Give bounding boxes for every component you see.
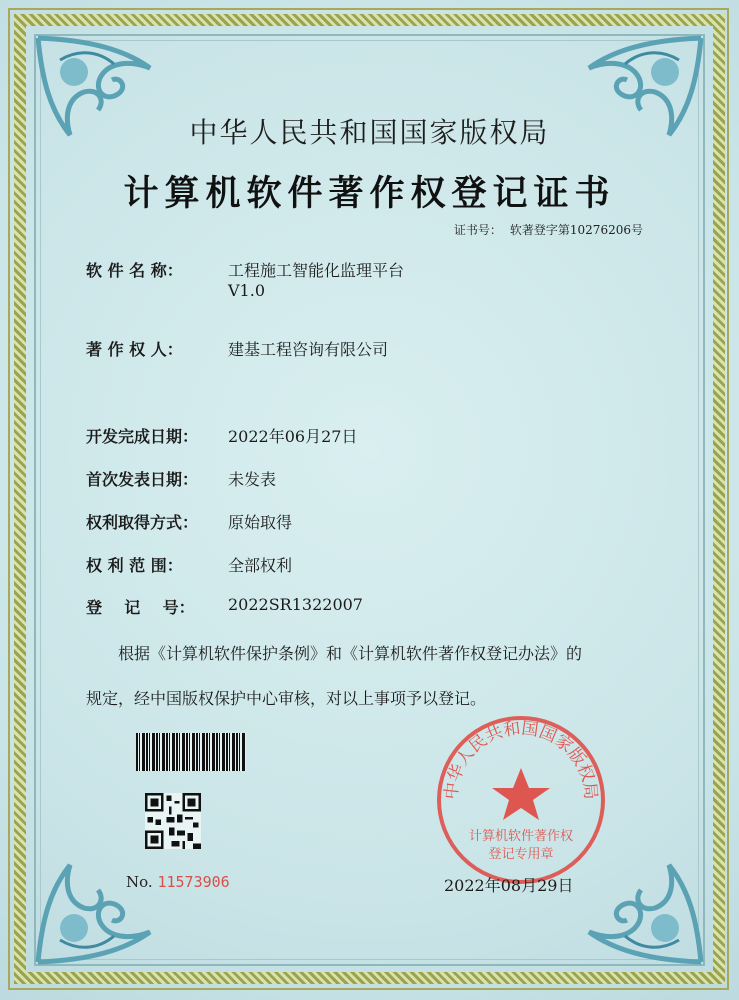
serial-value: 11573906 xyxy=(157,873,230,891)
registration-number-label: 登 记 号： xyxy=(86,598,195,617)
completion-date-label: 开发完成日期： xyxy=(86,427,199,446)
corner-ornament-bottom-left xyxy=(30,850,200,970)
issue-date: 2022年08月29日 xyxy=(444,876,574,895)
qr-code xyxy=(145,793,201,849)
field-acquisition-method xyxy=(86,510,292,533)
field-software-name xyxy=(86,258,404,300)
certificate-title: 计算机软件著作权登记证书 xyxy=(123,174,616,214)
field-completion-date xyxy=(86,424,357,447)
official-seal xyxy=(431,710,611,890)
software-name-label: 软 件 名 称： xyxy=(86,261,183,280)
acquisition-method-label: 权利取得方式： xyxy=(86,513,199,532)
publication-date-value: 未发表 xyxy=(228,470,277,489)
statement-line-2: 规定，经中国版权保护中心审核，对以上事项予以登记。 xyxy=(86,689,487,708)
serial-number xyxy=(126,873,230,891)
registration-number-value: 2022SR1322007 xyxy=(228,595,363,614)
seal-line-1: 计算机软件著作权 xyxy=(468,828,574,843)
rights-scope-label: 权 利 范 围： xyxy=(86,556,183,575)
field-registration-number xyxy=(86,595,363,618)
acquisition-method-value: 原始取得 xyxy=(228,513,293,532)
statement-line-1: 根据《计算机软件保护条例》和《计算机软件著作权登记办法》的 xyxy=(118,644,583,663)
software-name-value: 工程施工智能化监理平台 xyxy=(228,261,405,280)
software-version: V1.0 xyxy=(228,281,265,300)
field-copyright-owner xyxy=(86,337,388,360)
issuing-authority: 中华人民共和国国家版权局 xyxy=(189,116,550,149)
seal-ring-text: 中华人民共和国国家版权局 xyxy=(441,718,601,801)
owner-value: 建基工程咨询有限公司 xyxy=(228,340,389,359)
seal-line-2: 登记专用章 xyxy=(488,846,554,861)
certificate-number xyxy=(446,221,643,238)
barcode xyxy=(136,733,246,771)
certificate-number-value: 软著登字第10276206号 xyxy=(509,223,643,237)
owner-label: 著 作 权 人： xyxy=(86,340,183,359)
serial-prefix: No. xyxy=(126,873,153,891)
field-publication-date xyxy=(86,467,276,490)
star-icon xyxy=(492,768,550,820)
completion-date-value: 2022年06月27日 xyxy=(228,427,358,446)
certificate-number-label: 证书号： xyxy=(453,223,502,237)
field-rights-scope xyxy=(86,553,292,576)
publication-date-label: 首次发表日期： xyxy=(86,470,199,489)
rights-scope-value: 全部权利 xyxy=(228,556,293,575)
